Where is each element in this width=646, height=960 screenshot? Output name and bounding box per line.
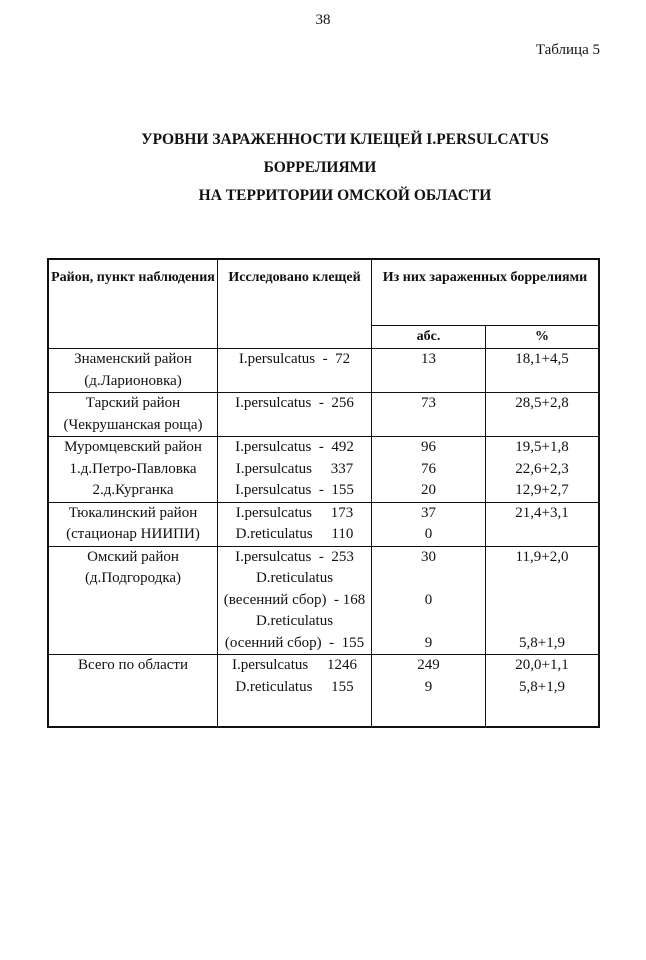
abs-line: 76 <box>421 460 436 477</box>
studied-line: I.persulcatus - 155 <box>235 482 354 498</box>
district-line: 2.д.Курганка <box>92 482 174 498</box>
title-line: БОРРЕЛИЯМИ <box>263 159 377 176</box>
cell-abs <box>372 393 486 437</box>
header-abs: абс. <box>372 326 486 349</box>
cell-pct <box>486 437 600 503</box>
abs-line: 0 <box>424 591 433 608</box>
pct-line: 12,9+2,7 <box>515 482 569 498</box>
header-district: Район, пункт наблюдения <box>48 259 218 349</box>
pct-line <box>486 568 598 590</box>
pct-line <box>486 524 598 546</box>
header-pct: % <box>486 326 600 349</box>
studied-line: I.persulcatus - 253 <box>235 548 354 565</box>
studied-line: D.reticulatus 155 <box>235 678 354 695</box>
studied-line: D.reticulatus <box>255 570 334 586</box>
pct-line: 22,6+2,3 <box>515 460 569 477</box>
cell-district <box>48 655 218 728</box>
district-line: Омский район <box>87 548 179 565</box>
abs-line: 37 <box>421 504 436 521</box>
studied-line: I.persulcatus 173 <box>235 504 354 521</box>
studied-line: I.persulcatus - 256 <box>235 395 354 411</box>
abs-line: 9 <box>424 678 433 695</box>
cell-studied <box>218 546 372 655</box>
table-row <box>48 437 599 503</box>
abs-line: 9 <box>424 634 433 651</box>
cell-pct <box>486 349 600 393</box>
abs-line <box>372 611 485 633</box>
table-row <box>48 349 599 393</box>
cell-studied <box>218 655 372 728</box>
cell-studied <box>218 393 372 437</box>
cell-district <box>48 502 218 546</box>
table-row <box>48 546 599 655</box>
district-line: Тарский район <box>85 395 181 411</box>
table-row <box>48 655 599 728</box>
cell-studied <box>218 502 372 546</box>
studied-line: I.persulcatus - 72 <box>238 351 351 367</box>
studied-line: D.reticulatus <box>255 613 334 629</box>
district-line: 1.д.Петро-Павловка <box>69 460 197 477</box>
table-row <box>48 502 599 546</box>
pct-line: 21,4+3,1 <box>515 504 569 521</box>
district-line: (Чекрушанская роща) <box>63 416 203 433</box>
abs-line: 249 <box>417 657 440 673</box>
pct-line: 5,8+1,9 <box>519 678 565 695</box>
pct-line: 11,9+2,0 <box>515 548 569 565</box>
studied-line: D.reticulatus 110 <box>235 526 354 542</box>
abs-line: 0 <box>424 526 433 542</box>
title-line: УРОВНИ ЗАРАЖЕННОСТИ КЛЕЩЕЙ I.PERSULCATUS <box>141 131 549 148</box>
table-row <box>48 393 599 437</box>
pct-line: 18,1+4,5 <box>515 351 569 367</box>
pct-line: 28,5+2,8 <box>515 395 569 411</box>
cell-studied <box>218 437 372 503</box>
cell-district <box>48 546 218 655</box>
abs-line: 20 <box>421 482 436 498</box>
cell-pct <box>486 655 600 728</box>
table-body <box>48 349 599 728</box>
abs-line: 96 <box>421 439 436 455</box>
studied-line: I.persulcatus 1246 <box>232 657 357 673</box>
cell-abs <box>372 655 486 728</box>
table-title <box>0 126 646 210</box>
abs-line <box>372 568 485 590</box>
infection-table <box>47 258 600 728</box>
pct-line <box>486 590 598 612</box>
cell-abs <box>372 437 486 503</box>
abs-line: 73 <box>421 395 436 411</box>
cell-pct <box>486 502 600 546</box>
cell-abs <box>372 349 486 393</box>
table-caption: Таблица 5 <box>535 42 600 58</box>
cell-district <box>48 393 218 437</box>
page-number: 38 <box>315 12 331 28</box>
pct-line <box>486 611 598 633</box>
cell-abs <box>372 546 486 655</box>
cell-pct <box>486 546 600 655</box>
cell-abs <box>372 502 486 546</box>
pct-line: 20,0+1,1 <box>515 657 569 673</box>
studied-line: (весенний сбор) - 168 <box>223 591 366 608</box>
cell-district <box>48 349 218 393</box>
header-infected: Из них зараженных боррелиями <box>372 259 600 326</box>
studied-line: I.persulcatus 337 <box>235 460 354 477</box>
district-line: (д.Ларионовка) <box>84 372 182 389</box>
cell-pct <box>486 393 600 437</box>
district-line: Тюкалинский район <box>68 504 198 521</box>
studied-line: I.persulcatus - 492 <box>235 439 354 455</box>
pct-line: 5,8+1,9 <box>519 634 565 651</box>
cell-studied <box>218 349 372 393</box>
cell-district <box>48 437 218 503</box>
studied-line: (осенний сбор) - 155 <box>224 634 365 651</box>
pct-line: 19,5+1,8 <box>515 439 569 455</box>
district-line: Всего по области <box>78 657 188 673</box>
abs-line: 30 <box>421 548 436 565</box>
district-line: Знаменский район <box>74 351 192 367</box>
abs-line: 13 <box>421 351 436 367</box>
header-studied: Исследовано клещей <box>218 259 372 349</box>
district-line: Муромцевский район <box>64 439 202 455</box>
district-line: (стационар НИИПИ) <box>66 526 200 542</box>
title-line: НА ТЕРРИТОРИИ ОМСКОЙ ОБЛАСТИ <box>198 187 492 204</box>
district-line: (д.Подгородка) <box>84 570 182 586</box>
